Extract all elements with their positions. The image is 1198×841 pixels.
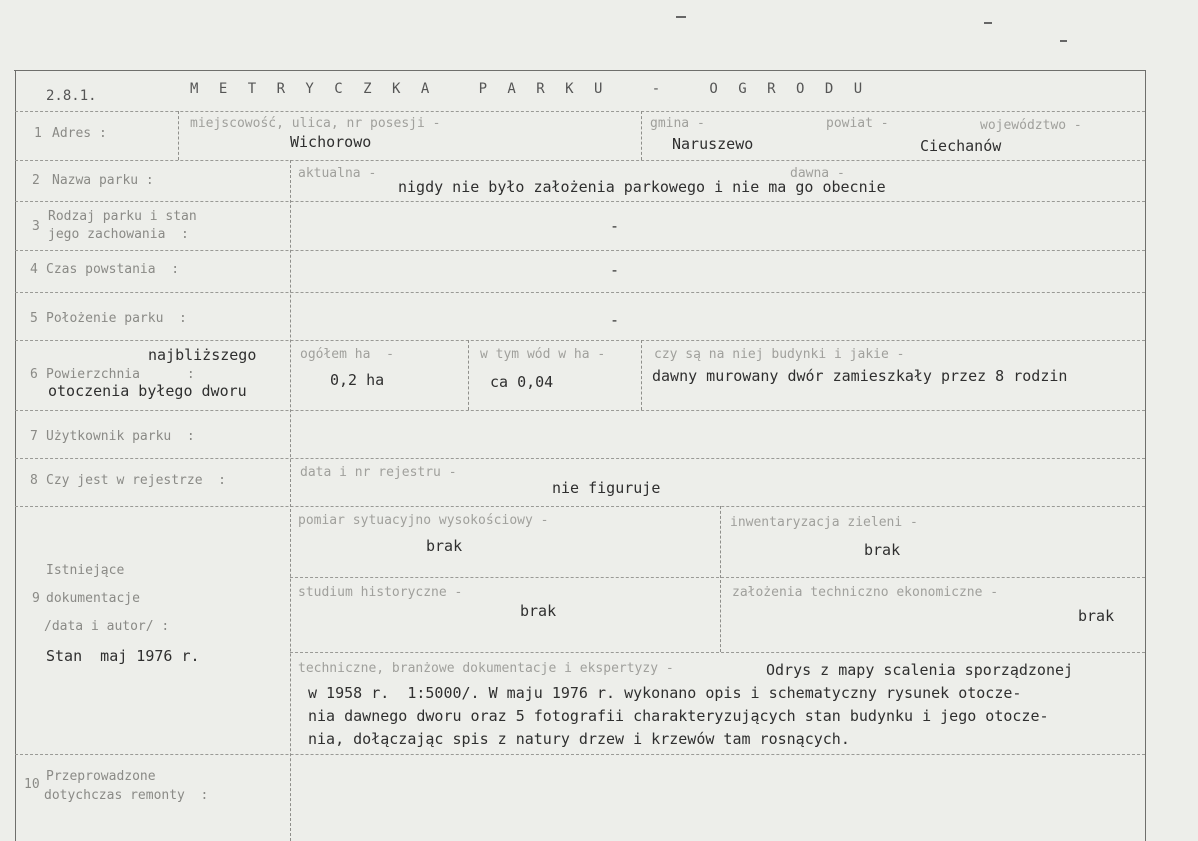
row9-history-value: brak [520, 602, 557, 620]
row6-total-value: 0,2 ha [330, 371, 385, 389]
row1-col-line-a [178, 111, 179, 160]
row6-buildings-value: dawny murowany dwór zamieszkały przez 8 rodzin [652, 367, 1068, 385]
row9-col-line [720, 506, 721, 652]
divider-row3 [15, 250, 1145, 251]
row1-number: 1 [34, 126, 42, 141]
row9-expert-line4: nia, dołączając spis z natury drzew i krzewów tam rosnących. [308, 730, 850, 748]
row2-current-label: aktualna - [298, 166, 377, 181]
row9-inventory-value: brak [864, 541, 901, 559]
row6-forest-label: w tym wód w ha - [480, 347, 606, 362]
row2-value: nigdy nie było założenia parkowego i nie ma go obecnie [398, 178, 886, 196]
divider-row7 [15, 458, 1145, 459]
row10-label-line2: dotychczas remonty : [44, 788, 209, 803]
row2-number: 2 [32, 173, 40, 188]
divider-header [15, 111, 1145, 112]
row1-gmina-label: gmina - [650, 116, 705, 131]
row6-number: 6 [30, 367, 38, 382]
row5-label: Położenie parku : [46, 311, 187, 326]
left-border [15, 70, 16, 841]
row8-value: nie figuruje [552, 479, 661, 497]
row4-label: Czas powstania : [46, 262, 180, 277]
row6-col-line-a [468, 340, 469, 410]
row2-former-label: dawna - [790, 166, 845, 181]
row8-number: 8 [30, 473, 38, 488]
row9-expert-line2: w 1958 r. 1:5000/. W maju 1976 r. wykonano opis i schematyczny rysunek otocze- [308, 684, 1022, 702]
row9-label-line3: /data i autor/ : [44, 619, 170, 634]
row1-wojewodztwo-value: Ciechanów [920, 137, 1002, 155]
row9-expert-line3: nia dawnego dworu oraz 5 fotografii charakteryzujących stan budynku i jego otocze- [308, 707, 1049, 725]
row1-col-line-b [641, 111, 642, 160]
row9-expert-line1: Odrys z mapy scalenia sporządzonej [766, 661, 1074, 679]
row6-col-line-b [641, 340, 642, 410]
row9-inner-divider-2 [290, 652, 1145, 653]
row7-label: Użytkownik parku : [46, 429, 195, 444]
paper-speck [1060, 40, 1067, 42]
paper-speck [676, 16, 686, 18]
row4-value: - [610, 261, 620, 279]
paper-speck [984, 22, 992, 24]
divider-row5 [15, 340, 1145, 341]
row6-total-label: ogółem ha - [300, 347, 394, 362]
label-column-line [290, 160, 291, 841]
right-border [1145, 70, 1146, 841]
row9-label-line2: dokumentacje [46, 591, 140, 606]
row1-locality-label: miejscowość, ulica, nr posesji - [190, 116, 441, 131]
document-title: M E T R Y C Z K A P A R K U - O G R O D U [190, 81, 869, 97]
row6-buildings-label: czy są na niej budynki i jakie - [654, 347, 905, 362]
row6-label-line2: otoczenia byłego dworu [48, 382, 247, 400]
row6-label-line0: najbliższego [148, 346, 257, 364]
row4-number: 4 [30, 262, 38, 277]
row5-value: - [610, 311, 620, 329]
row9-survey-value: brak [426, 537, 463, 555]
row3-label-line1: Rodzaj parku i stan [48, 209, 197, 224]
row5-number: 5 [30, 311, 38, 326]
row6-forest-value: ca 0,04 [490, 373, 554, 391]
section-code: 2.8.1. [46, 88, 97, 104]
row1-wojewodztwo-label: województwo - [980, 118, 1082, 133]
row9-label-line1: Istniejące [46, 563, 125, 578]
row9-techeco-label: założenia techniczno ekonomiczne - [732, 585, 999, 600]
row7-number: 7 [30, 429, 38, 444]
row10-number: 10 [24, 777, 40, 792]
row8-label: Czy jest w rejestrze : [46, 473, 227, 488]
divider-row6 [15, 410, 1145, 411]
row9-inventory-label: inwentaryzacja zieleni - [730, 515, 918, 530]
divider-row2 [15, 201, 1145, 202]
divider-row9 [15, 754, 1145, 755]
row3-value: - [610, 217, 620, 235]
row1-locality-value: Wichorowo [290, 133, 372, 151]
row3-label-line2: jego zachowania : [48, 227, 189, 242]
row9-survey-label: pomiar sytuacyjno wysokościowy - [298, 513, 549, 528]
row10-label-line1: Przeprowadzone [46, 769, 156, 784]
divider-row8 [15, 506, 1145, 507]
divider-row1 [15, 160, 1145, 161]
row9-number: 9 [32, 591, 40, 606]
row1-label: Adres : [52, 126, 107, 141]
row6-label-line1: Powierzchnia : [46, 367, 195, 382]
row3-number: 3 [32, 219, 40, 234]
row9-history-label: studium historyczne - [298, 585, 463, 600]
row9-expert-label: techniczne, branżowe dokumentacje i ekspertyzy - [298, 661, 674, 676]
row1-gmina-value: Naruszewo [672, 135, 754, 153]
row2-label: Nazwa parku : [52, 173, 154, 188]
row9-inner-divider-1 [290, 577, 1145, 578]
divider-row4 [15, 292, 1145, 293]
row9-label-line4: Stan maj 1976 r. [46, 647, 200, 665]
row9-techeco-value: brak [1078, 607, 1115, 625]
row1-powiat-label: powiat - [826, 116, 889, 131]
top-border [14, 70, 1146, 71]
row8-register-label: data i nr rejestru - [300, 465, 457, 480]
